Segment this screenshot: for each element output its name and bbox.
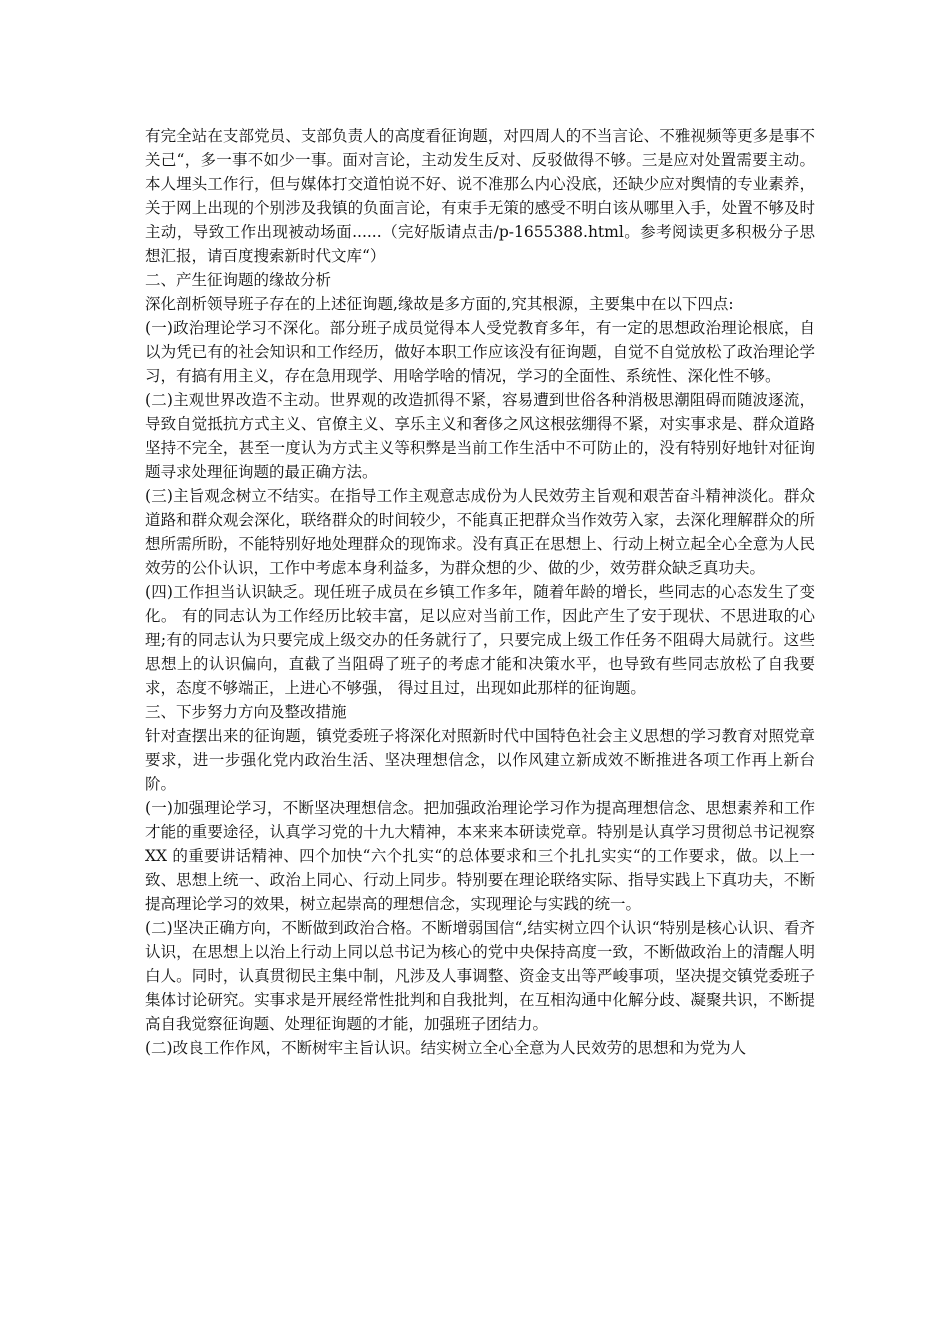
paragraph-analysis-2: (二)主观世界改造不主动。世界观的改造抓得不紧，容易遭到世俗各种消极思潮阻碍而随波逐流，导致自觉抵抗方式主义、官僚主义、享乐主义和奢侈之风这根弦绷得不紧，对实事求是、群众道路坚持不完全，甚至一度认为方式主义等积弊是当前工作生活中不可防止的，没有特别好地针对征询题寻求处理征询题的最正确方法。: [145, 391, 815, 481]
paragraph-analysis-3: (三)主旨观念树立不结实。在指导工作主观意志成份为人民效劳主旨观和艰苦奋斗精神淡化。群众道路和群众观会深化，联络群众的时间较少，不能真正把群众当作效劳入家，去深化理解群众的所想所需所盼，不能特别好地处理群众的现饰求。没有真正在思想上、行动上树立起全心全意为人民效劳的公仆认识，工作中考虑本身利益多，为群众想的少、做的少，效劳群众缺乏真功夫。: [145, 487, 815, 577]
paragraph-intro-measures: 针对查摆出来的征询题，镇党委班子将深化对照新时代中国特色社会主义思想的学习教育对照党章要求，进一步强化党内政治生活、坚决理想信念，以作风建立新成效不断推进各项工作再上新台阶。: [145, 727, 815, 793]
section-heading-3: 三、下步努力方向及整改措施: [145, 703, 347, 721]
paragraph-analysis-1: (一)政治理论学习不深化。部分班子成员觉得本人受党教育多年，有一定的思想政治理论根底，自以为凭已有的社会知识和工作经历，做好本职工作应该没有征询题，自觉不自觉放松了政治理论学习，有搞有用主义，存在急用现学、用啥学啥的情况，学习的全面性、系统性、深化性不够。: [145, 319, 815, 385]
paragraph-measure-2: (二)坚决正确方向，不断做到政治合格。不断增弱国信“,结实树立四个认识“特别是核心认识、看齐认识，在思想上以治上行动上同以总书记为核心的党中央保持高度一致，不断做政治上的清醒人明白人。同时，认真贯彻民主集中制，凡涉及人事调整、资金支出等严峻事项，坚决提交镇党委班子集体讨论研究。实事求是开展经常性批判和自我批判，在互相沟通中化解分歧、凝聚共识，不断提高自我觉察征询题、处理征询题的才能，加强班子团结力。: [145, 919, 815, 1033]
paragraph-measure-1: (一)加强理论学习，不断坚决理想信念。把加强政治理论学习作为提高理想信念、思想素养和工作才能的重要途径，认真学习党的十九大精神，本来来本研读党章。特别是认真学习贯彻总书记视察 XX 的重要讲话精神、四个加快“六个扎实“的总体要求和三个扎扎实实“的工作要求，做。以上一致、思想上统一、政治上同心、行动上同步。特别要在理论联络实际、指导实践上下真功夫，不断提高理论学习的效果，树立起崇高的理想信念，实现理论与实践的统一。: [145, 799, 815, 913]
paragraph-intro-analysis: 深化剖析领导班子存在的上述征询题,缘故是多方面的,究其根源，主要集中在以下四点:: [145, 295, 734, 313]
document-body: [145, 124, 815, 1060]
paragraph-continuation: 有完全站在支部党员、支部负责人的高度看征询题，对四周人的不当言论、不雅视频等更多是事不关己“，多一事不如少一事。面对言论，主动发生反对、反驳做得不够。三是应对处置需要主动。本人埋头工作行，但与媒体打交道怕说不好、说不准那么内心没底，还缺少应对舆情的专业素养，关于网上出现的个别涉及我镇的负面言论，有束手无策的感受不明白该从哪里入手，处置不够及时主动，导致工作出现被动场面......（完好版请点击/p-1655388.html。参考阅读更多积极分子思想汇报，请百度搜索新时代文库“）: [145, 127, 815, 265]
section-heading-2: 二、产生征询题的缘故分析: [145, 271, 332, 289]
paragraph-analysis-4: (四)工作担当认识缺乏。现任班子成员在乡镇工作多年，随着年龄的增长，些同志的心态发生了变化。 有的同志认为工作经历比较丰富，足以应对当前工作，因此产生了安于现状、不思进取的心理;有的同志认为只要完成上级交办的任务就行了，只要完成上级工作任务不阻碍大局就行。这些思想上的认识偏向，直截了当阻碍了班子的考虑才能和决策水平，也导致有些同志放松了自我要求，态度不够端正，上进心不够强， 得过且过，出现如此那样的征询题。: [145, 583, 815, 697]
paragraph-measure-3: (二)改良工作作风，不断树牢主旨认识。结实树立全心全意为人民效劳的思想和为党为人: [145, 1039, 747, 1057]
